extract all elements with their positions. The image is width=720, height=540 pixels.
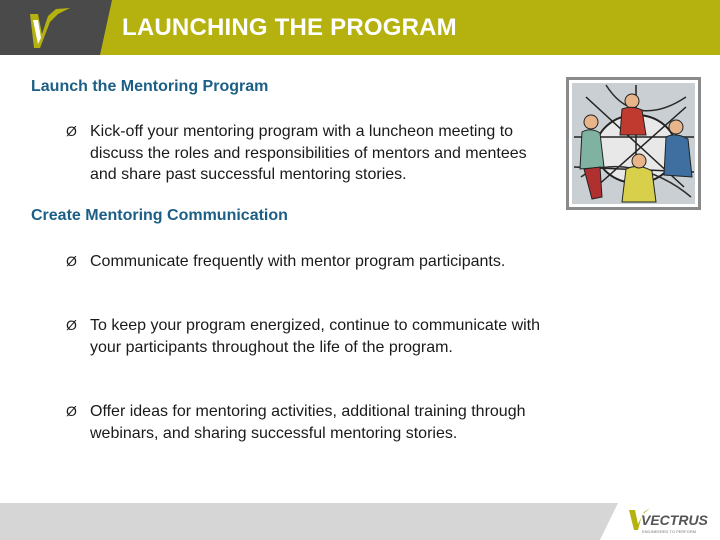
page-title: LAUNCHING THE PROGRAM <box>122 14 457 41</box>
logo-tagline: ENGINEERED TO PERFORM <box>642 529 697 534</box>
arrow-bullet-icon: Ø <box>66 253 77 269</box>
bullet-item <box>66 251 551 273</box>
bullet-text: Offer ideas for mentoring activities, additional training through webinars, and sharing successful mentoring stories. <box>90 403 526 442</box>
bullet-text: To keep your program energized, continue to communicate with your participants throughout the life of the program. <box>90 317 541 356</box>
section-heading-communication: Create Mentoring Communication <box>31 207 288 224</box>
bullet-text: Kick-off your mentoring program with a luncheon meeting to discuss the roles and responsibilities of mentors and mentees and share past successful mentoring stories. <box>90 123 527 183</box>
header-bar <box>0 0 720 55</box>
vectrus-logo <box>626 506 710 536</box>
section-heading-launch: Launch the Mentoring Program <box>31 78 269 95</box>
group-meeting-clipart <box>566 77 701 210</box>
bullet-text: Communicate frequently with mentor program participants. <box>90 253 506 270</box>
bullet-item <box>66 315 551 358</box>
bullet-item <box>66 401 551 444</box>
footer-band <box>0 503 720 540</box>
bullet-item <box>66 121 551 186</box>
logo-wordmark: VECTRUS <box>641 512 708 528</box>
arrow-bullet-icon: Ø <box>66 123 77 139</box>
arrow-bullet-icon: Ø <box>66 317 77 333</box>
arrow-bullet-icon: Ø <box>66 403 77 419</box>
